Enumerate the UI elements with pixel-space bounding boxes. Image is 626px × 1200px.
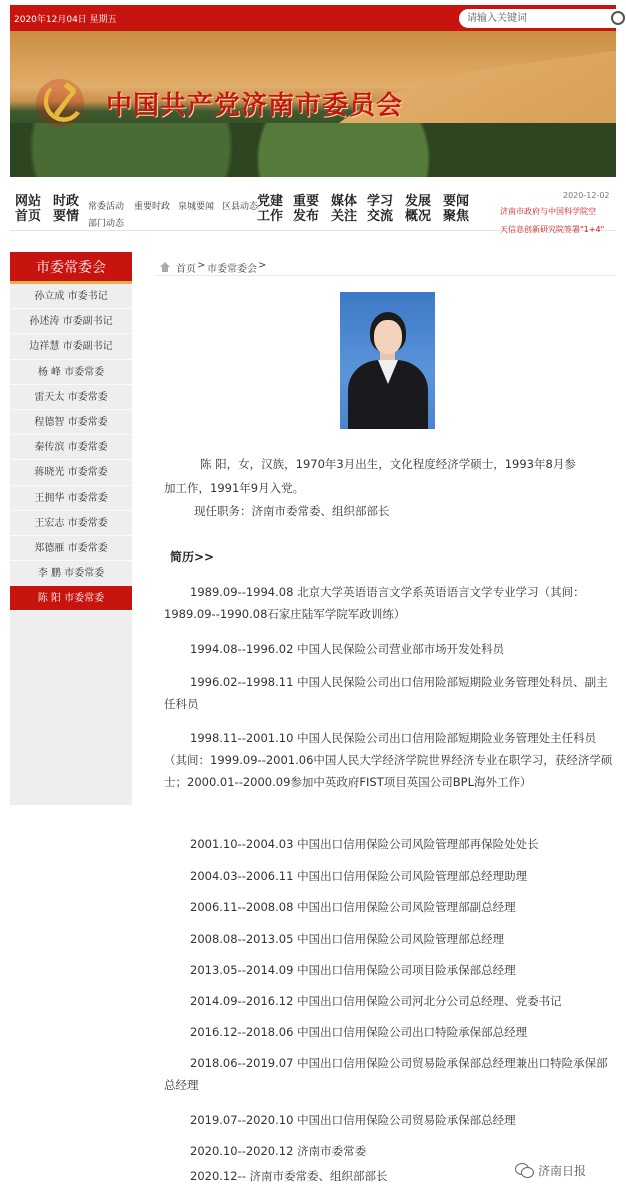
nav-item-label: 要情 [52,209,79,224]
resume-entry: 2001.10--2004.03 中国出口信用保险公司风险管理部再保险处处长 [190,837,539,851]
sidebar-item[interactable]: 孙立成 市委书记 [10,284,132,309]
nav-item-media[interactable] [330,194,358,224]
sidebar-item[interactable]: 王拥华 市委常委 [10,486,132,511]
resume-heading: 简历>> [170,550,215,564]
nav-item-releases[interactable] [292,194,320,224]
nav-sub-important-politics[interactable]: 重要时政 [134,202,171,212]
sidebar-title: 市委常委会 [10,252,132,284]
resume-entry: 1989.09--1994.08 北京大学英语语言文学系英语语言文学专业学习（其间：1989.09--1990.08石家庄陆军学院军政训练） [164,585,585,621]
top-bar [10,5,616,31]
sidebar-list [10,284,132,611]
wechat-icon [515,1163,533,1178]
search-icon[interactable] [611,11,625,25]
nav-item-label: 发布 [292,209,319,224]
nav-item-development[interactable] [404,194,432,224]
nav-sub-county-news[interactable]: 区县动态 [222,202,259,212]
nav-item-focus[interactable] [442,194,470,224]
nav-item-label: 媒体 [330,194,357,209]
home-icon [160,264,170,273]
breadcrumb-home[interactable]: 首页 [176,264,196,275]
resume-entry: 2019.07--2020.10 中国出口信用保险公司贸易险承保部总经理 [190,1113,516,1127]
resume-entry: 2013.05--2014.09 中国出口信用保险公司项目险承保部总经理 [190,963,516,977]
news-ticker[interactable] [500,203,616,239]
breadcrumb-separator: > [197,260,206,271]
portrait-face [374,320,402,354]
nav-item-label: 时政 [52,194,79,209]
nav-item-home[interactable] [14,194,42,224]
resume-entry: 2014.09--2016.12 中国出口信用保险公司河北分公司总经理、党委书记 [190,994,562,1008]
banner-forest-image [10,123,616,177]
resume-entry: 2016.12--2018.06 中国出口信用保险公司出口特险承保部总经理 [190,1025,528,1039]
nav-item-label: 交流 [366,209,393,224]
nav-item-party-building[interactable] [256,194,284,224]
resume-entry: 1996.02--1998.11 中国人民保险公司出口信用险部短期险业务管理处科员、副主任科员 [164,675,608,711]
resume-entry: 2004.03--2006.11 中国出口信用保险公司风险管理部总经理助理 [190,869,528,883]
resume-entry: 1994.08--1996.02 中国人民保险公司营业部市场开发处科员 [190,642,505,656]
intro-line: 加工作，1991年9月入党。 [164,481,305,495]
breadcrumb-current[interactable]: 市委常委会 [207,264,257,275]
sidebar-item[interactable]: 李 鹏 市委常委 [10,561,132,586]
resume-entry: 2020.10--2020.12 济南市委常委 [190,1144,367,1158]
nav-item-label: 党建 [256,194,283,209]
sidebar-item[interactable]: 王宏志 市委常委 [10,511,132,536]
nav-item-label: 要闻 [442,194,469,209]
site-banner [10,31,616,177]
portrait-photo [340,292,435,429]
nav-sub-city-news[interactable]: 泉城要闻 [178,202,215,212]
nav-item-label: 概况 [404,209,431,224]
breadcrumb-separator: > [258,260,267,271]
nav-item-label: 工作 [256,209,283,224]
main-nav [10,183,616,234]
current-post: 现任职务：济南市委常委、组织部部长 [194,504,390,518]
sidebar-item[interactable]: 蒋晓光 市委常委 [10,460,132,485]
sidebar-item[interactable]: 郑德雁 市委常委 [10,536,132,561]
sidebar-item[interactable]: 边祥慧 市委副书记 [10,334,132,359]
nav-item-label: 网站 [14,194,41,209]
intro-line: 陈 阳，女，汉族，1970年3月出生，文化程度经济学硕士，1993年8月参 [200,457,576,471]
site-title: 中国共产党济南市委员会 [106,91,404,121]
nav-item-label: 聚焦 [442,209,469,224]
nav-sub-department-news[interactable]: 部门动态 [88,219,125,229]
nav-item-study[interactable] [366,194,394,224]
nav-item-politics[interactable] [52,194,80,224]
nav-item-label: 学习 [366,194,393,209]
search-box[interactable] [459,9,625,28]
resume-entry: 2006.11--2008.08 中国出口信用保险公司风险管理部副总经理 [190,900,516,914]
nav-item-label: 发展 [404,194,431,209]
nav-sub-committee-activities[interactable]: 常委活动 [88,202,125,212]
watermark-text: 济南日报 [538,1164,587,1178]
party-emblem-icon [34,77,86,129]
resume-entry: 2008.08--2013.05 中国出口信用保险公司风险管理部总经理 [190,932,505,946]
sidebar-item[interactable]: 程德智 市委常委 [10,410,132,435]
sidebar-item[interactable]: 杨 峰 市委常委 [10,360,132,385]
sidebar-item[interactable]: 孙述涛 市委副书记 [10,309,132,334]
sidebar [10,252,132,805]
nav-item-label: 首页 [14,209,41,224]
nav-item-label: 关注 [330,209,357,224]
source-watermark [515,1162,586,1179]
resume-entry: 1998.11--2001.10 中国人民保险公司出口信用险部短期险业务管理处主任科员（其间：1999.09--2001.06中国人民大学经济学院世界经济专业在职学习，获经济学硕士；2000.01--2000.09参加中英政府FIST项目英国公司BPL海外工作） [164,731,613,789]
breadcrumb [156,258,616,276]
resume-entry: 2020.12-- 济南市委常委、组织部部长 [190,1169,388,1183]
news-ticker-line: 天信息创新研究院签署"1+4" [500,225,605,234]
sidebar-item[interactable]: 秦传滨 市委常委 [10,435,132,460]
nav-item-label: 重要 [292,194,319,209]
breadcrumb-home-wrap[interactable] [160,260,196,275]
sidebar-item-active[interactable]: 陈 阳 市委常委 [10,586,132,611]
sidebar-item[interactable]: 雷天太 市委常委 [10,385,132,410]
resume-entry: 2018.06--2019.07 中国出口信用保险公司贸易险承保部总经理兼出口特险承保部总经理 [164,1056,608,1092]
news-ticker-line: 济南市政府与中国科学院空 [500,207,596,216]
search-input[interactable] [467,11,607,26]
current-date: 2020年12月04日 星期五 [14,15,117,25]
news-date: 2020-12-02 [563,191,610,200]
